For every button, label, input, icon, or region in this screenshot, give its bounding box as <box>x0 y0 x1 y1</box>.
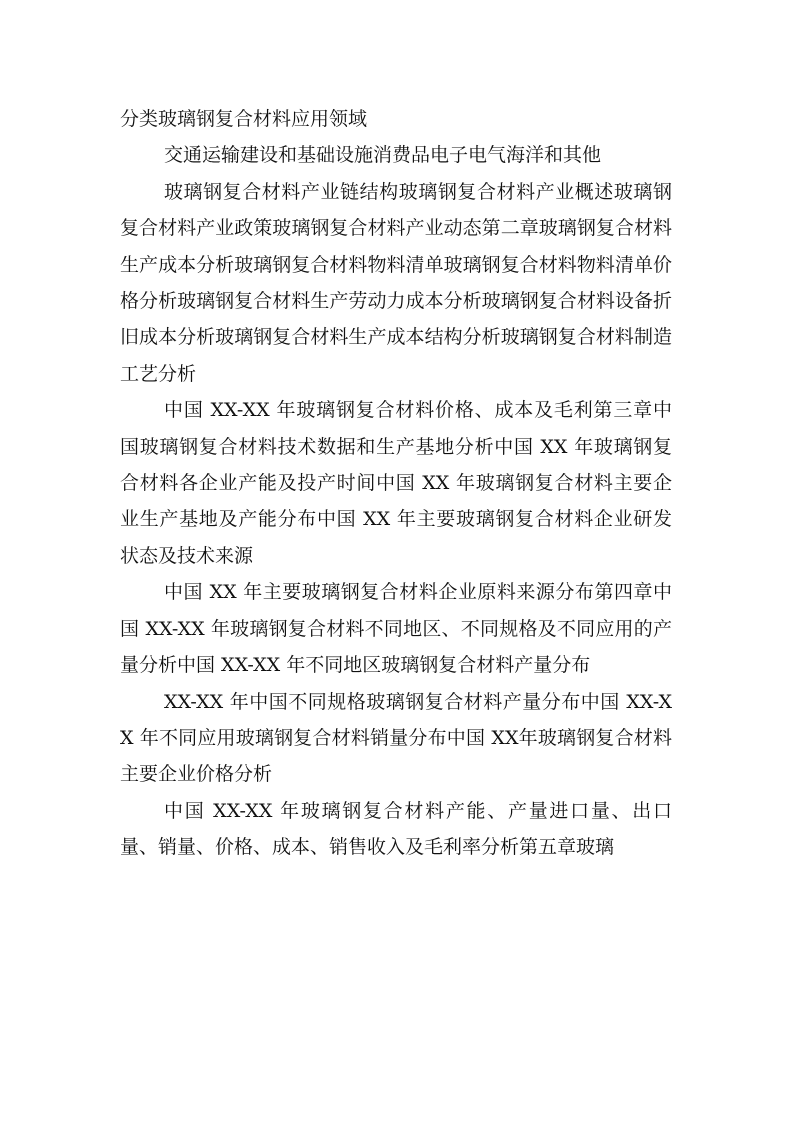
paragraph-industries: 交通运输建设和基础设施消费品电子电气海洋和其他 <box>164 144 602 167</box>
paragraph-chapter-four: 中国 XX 年主要玻璃钢复合材料企业原料来源分布第四章中国 XX-XX 年玻璃钢复合材料不同地区、不同规格及不同应用的产量分析中国 XX-XX 年不同地区玻璃钢复合材料产量分布 <box>120 581 672 677</box>
paragraph-application-fields: 分类玻璃钢复合材料应用领域 <box>120 108 368 130</box>
paragraph-chapter-five: 中国 XX-XX 年玻璃钢复合材料产能、产量进口量、出口量、销量、价格、成本、销售收入及毛利率分析第五章玻璃 <box>120 799 672 859</box>
paragraph-sales-distribution: XX-XX 年中国不同规格玻璃钢复合材料产量分布中国 XX-XX 年不同应用玻璃钢复合材料销量分布中国 XX年玻璃钢复合材料主要企业价格分析 <box>120 690 672 786</box>
document-body <box>120 101 672 866</box>
paragraph-chapter-two: 玻璃钢复合材料产业链结构玻璃钢复合材料产业概述玻璃钢复合材料产业政策玻璃钢复合材料产业动态第二章玻璃钢复合材料生产成本分析玻璃钢复合材料物料清单玻璃钢复合材料物料清单价格分析玻璃钢复合材料生产劳动力成本分析玻璃钢复合材料设备折旧成本分析玻璃钢复合材料生产成本结构分析玻璃钢复合材料制造工艺分析 <box>120 180 672 385</box>
paragraph-chapter-three: 中国 XX-XX 年玻璃钢复合材料价格、成本及毛利第三章中国玻璃钢复合材料技术数据和生产基地分析中国 XX 年玻璃钢复合材料各企业产能及投产时间中国 XX 年玻璃钢复合材料主要企业生产基地及产能分布中国 XX 年主要玻璃钢复合材料企业研发状态及技术来源 <box>120 399 672 567</box>
